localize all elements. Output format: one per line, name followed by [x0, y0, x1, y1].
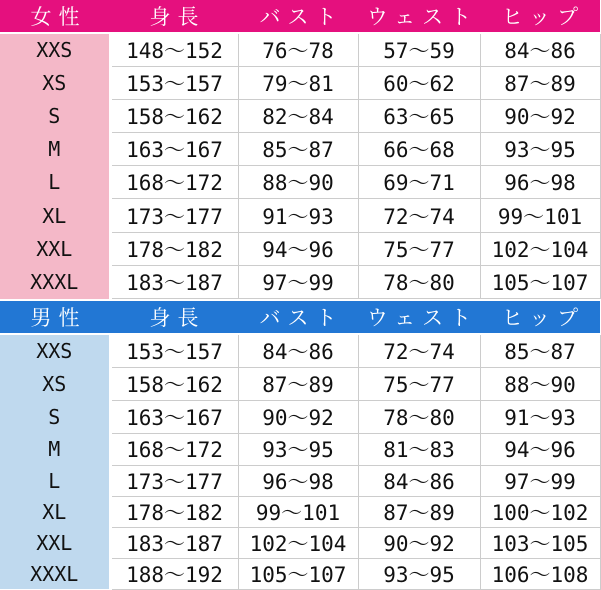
- column-header-hip: ヒップ: [480, 301, 600, 334]
- hip-range-cell: 84〜86: [480, 33, 600, 66]
- size-label: XXL: [0, 232, 110, 265]
- height-range-cell: 183〜187: [110, 527, 238, 558]
- column-header-bust: バスト: [238, 0, 358, 33]
- hip-range-cell: 102〜104: [480, 232, 600, 265]
- waist-range-cell: 69〜71: [358, 166, 480, 199]
- height-range-cell: 183〜187: [110, 265, 238, 298]
- height-range-cell: 163〜167: [110, 400, 238, 433]
- table-row: [0, 232, 600, 265]
- size-label: XL: [0, 496, 110, 527]
- size-label: S: [0, 99, 110, 132]
- hip-range-cell: 99〜101: [480, 199, 600, 232]
- size-label: XXXL: [0, 558, 110, 589]
- size-label: M: [0, 133, 110, 166]
- size-label: S: [0, 400, 110, 433]
- waist-range-cell: 75〜77: [358, 232, 480, 265]
- bust-range-cell: 76〜78: [238, 33, 358, 66]
- hip-range-cell: 88〜90: [480, 367, 600, 400]
- waist-range-cell: 78〜80: [358, 265, 480, 298]
- size-label: XXS: [0, 33, 110, 66]
- waist-range-cell: 57〜59: [358, 33, 480, 66]
- height-range-cell: 153〜157: [110, 66, 238, 99]
- table-row: [0, 367, 600, 400]
- bust-range-cell: 85〜87: [238, 133, 358, 166]
- height-range-cell: 148〜152: [110, 33, 238, 66]
- height-range-cell: 178〜182: [110, 232, 238, 265]
- table-body: [0, 334, 600, 589]
- table-row: [0, 496, 600, 527]
- table-row: [0, 66, 600, 99]
- bust-range-cell: 82〜84: [238, 99, 358, 132]
- column-header-waist: ウェスト: [358, 301, 480, 334]
- waist-range-cell: 84〜86: [358, 465, 480, 496]
- column-header-waist: ウェスト: [358, 0, 480, 33]
- waist-range-cell: 66〜68: [358, 133, 480, 166]
- hip-range-cell: 96〜98: [480, 166, 600, 199]
- height-range-cell: 158〜162: [110, 367, 238, 400]
- hip-range-cell: 91〜93: [480, 400, 600, 433]
- hip-range-cell: 87〜89: [480, 66, 600, 99]
- waist-range-cell: 90〜92: [358, 527, 480, 558]
- header-row: [0, 301, 600, 334]
- size-label: L: [0, 465, 110, 496]
- table-body: [0, 33, 600, 299]
- waist-range-cell: 78〜80: [358, 400, 480, 433]
- size-label: XXXL: [0, 265, 110, 298]
- waist-range-cell: 75〜77: [358, 367, 480, 400]
- hip-range-cell: 97〜99: [480, 465, 600, 496]
- size-label: XS: [0, 66, 110, 99]
- size-label: XXS: [0, 334, 110, 367]
- height-range-cell: 188〜192: [110, 558, 238, 589]
- height-range-cell: 168〜172: [110, 166, 238, 199]
- column-header-hip: ヒップ: [480, 0, 600, 33]
- bust-range-cell: 97〜99: [238, 265, 358, 298]
- table-row: [0, 527, 600, 558]
- table-row: [0, 558, 600, 589]
- table-row: [0, 33, 600, 66]
- bust-range-cell: 88〜90: [238, 166, 358, 199]
- bust-range-cell: 93〜95: [238, 433, 358, 465]
- table-row: [0, 334, 600, 367]
- hip-range-cell: 93〜95: [480, 133, 600, 166]
- header-row: [0, 0, 600, 33]
- hip-range-cell: 103〜105: [480, 527, 600, 558]
- waist-range-cell: 72〜74: [358, 199, 480, 232]
- height-range-cell: 153〜157: [110, 334, 238, 367]
- column-header-height: 身長: [110, 301, 238, 334]
- bust-range-cell: 91〜93: [238, 199, 358, 232]
- bust-range-cell: 105〜107: [238, 558, 358, 589]
- bust-range-cell: 96〜98: [238, 465, 358, 496]
- size-label: XL: [0, 199, 110, 232]
- column-header-height: 身長: [110, 0, 238, 33]
- size-label: XS: [0, 367, 110, 400]
- bust-range-cell: 87〜89: [238, 367, 358, 400]
- size-label: M: [0, 433, 110, 465]
- waist-range-cell: 87〜89: [358, 496, 480, 527]
- bust-range-cell: 102〜104: [238, 527, 358, 558]
- bust-range-cell: 79〜81: [238, 66, 358, 99]
- category-header: 男性: [0, 301, 110, 334]
- column-header-bust: バスト: [238, 301, 358, 334]
- size-label: XXL: [0, 527, 110, 558]
- hip-range-cell: 85〜87: [480, 334, 600, 367]
- hip-range-cell: 90〜92: [480, 99, 600, 132]
- bust-range-cell: 94〜96: [238, 232, 358, 265]
- hip-range-cell: 94〜96: [480, 433, 600, 465]
- waist-range-cell: 81〜83: [358, 433, 480, 465]
- men-size-table: [0, 301, 601, 590]
- bust-range-cell: 84〜86: [238, 334, 358, 367]
- height-range-cell: 173〜177: [110, 199, 238, 232]
- height-range-cell: 173〜177: [110, 465, 238, 496]
- hip-range-cell: 106〜108: [480, 558, 600, 589]
- waist-range-cell: 72〜74: [358, 334, 480, 367]
- hip-range-cell: 100〜102: [480, 496, 600, 527]
- category-header: 女性: [0, 0, 110, 33]
- table-row: [0, 166, 600, 199]
- table-row: [0, 199, 600, 232]
- waist-range-cell: 60〜62: [358, 66, 480, 99]
- table-row: [0, 99, 600, 132]
- table-row: [0, 433, 600, 465]
- table-row: [0, 133, 600, 166]
- table-row: [0, 400, 600, 433]
- height-range-cell: 168〜172: [110, 433, 238, 465]
- waist-range-cell: 63〜65: [358, 99, 480, 132]
- hip-range-cell: 105〜107: [480, 265, 600, 298]
- size-label: L: [0, 166, 110, 199]
- bust-range-cell: 90〜92: [238, 400, 358, 433]
- bust-range-cell: 99〜101: [238, 496, 358, 527]
- height-range-cell: 158〜162: [110, 99, 238, 132]
- waist-range-cell: 93〜95: [358, 558, 480, 589]
- table-row: [0, 265, 600, 298]
- table-row: [0, 465, 600, 496]
- height-range-cell: 178〜182: [110, 496, 238, 527]
- height-range-cell: 163〜167: [110, 133, 238, 166]
